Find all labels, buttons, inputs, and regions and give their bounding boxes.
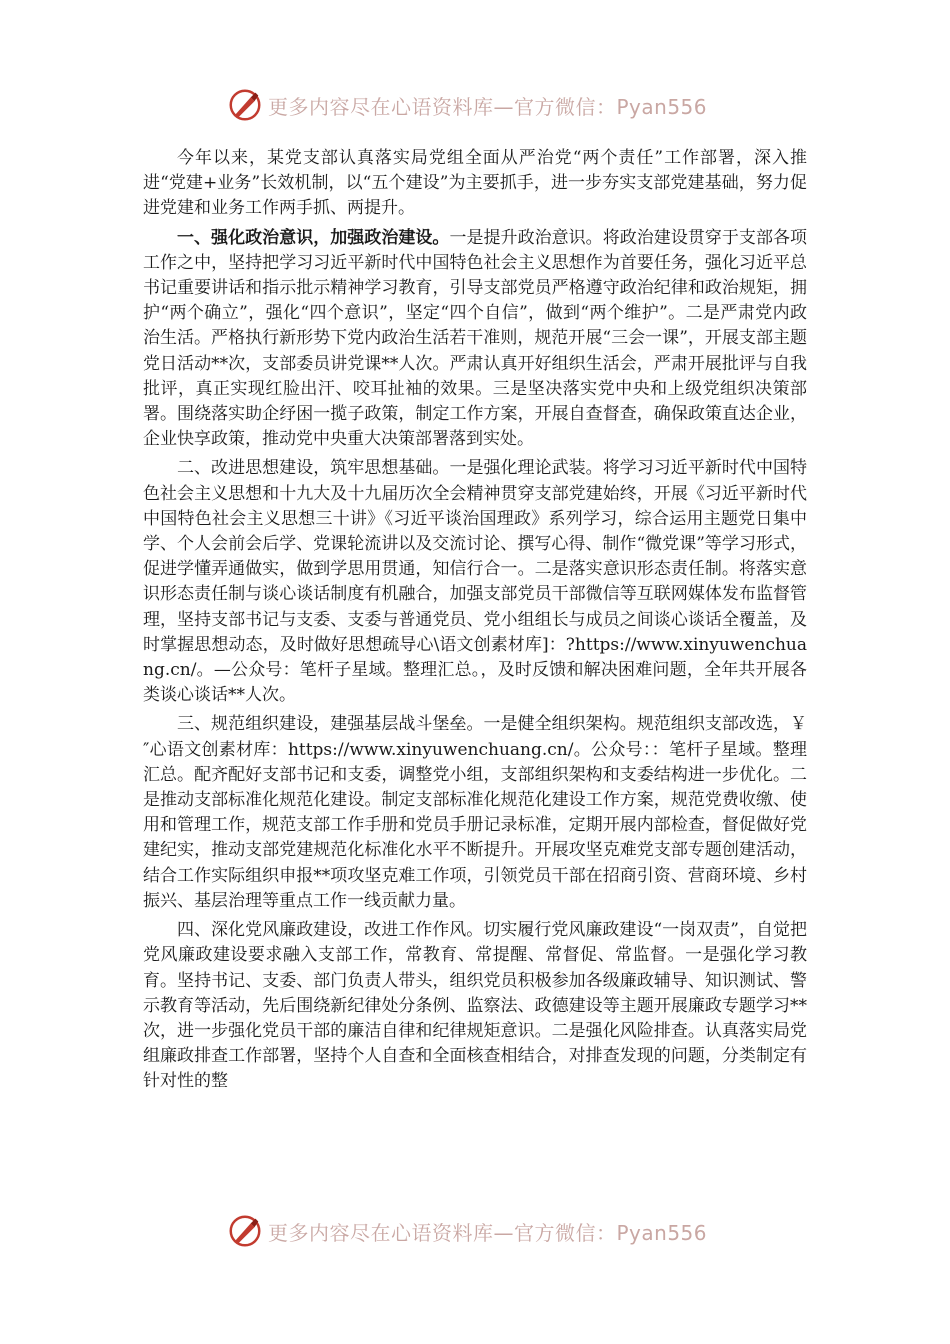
paragraph-intro: 今年以来，某党支部认真落实局党组全面从严治党“两个责任”工作部署，深入推进“党建+业务”长效机制，以“五个建设”为主要抓手，进一步夯实支部党建基础，努力促进党建和业务工作两手抓、两提升。 (143, 148, 807, 219)
header-watermark (226, 86, 707, 124)
paragraph-ideological: 二、改进思想建设，筑牢思想基础。一是强化理论武装。将学习习近平新时代中国特色社会主义思想和十九大及十九届历次全会精神贯穿支部党建始终，开展《习近平新时代中国特色社会主义思想三十讲》《习近平谈治国理政》系列学习，综合运用主题党日集中学、个人会前会后学、党课轮流讲以及交流讨论、撰写心得、制作“微党课”等学习形式，促进学懂弄通做实，做到学思用贯通，知信行合一。二是落实意识形态责任制。将落实意识形态责任制与谈心谈话制度有机融合，加强支部党员干部微信等互联网媒体发布监督管理，坚持支部书记与支委、支委与普通党员、党小组组长与成员之间谈心谈话全覆盖，及时掌握思想动态，及时做好思想疏导心\语文创素材库]：?https://www.xinyuwenchuang.cn/。—公众号：笔杆子星域。整理汇总。，及时反馈和解决困难问题，全年共开展各类谈心谈话**人次。 (143, 458, 807, 706)
footer-watermark (226, 1212, 707, 1250)
pen-logo-icon (226, 1212, 264, 1250)
section-heading: 一、强化政治意识，加强政治建设。 (177, 227, 450, 248)
watermark-text: 更多内容尽在心语资料库—官方微信：Pyan556 (268, 1220, 708, 1245)
paragraph-political: 一、强化政治意识，加强政治建设。一是提升政治意识。将政治建设贯穿于支部各项工作之中，坚持把学习习近平新时代中国特色社会主义思想作为首要任务，强化习近平总书记重要讲话和指示批示精神学习教育，引导支部党员严格遵守政治纪律和政治规矩，拥护“两个确立”，强化“四个意识”，坚定“四个自信”，做到“两个维护”。二是严肃党内政治生活。严格执行新形势下党内政治生活若干准则，规范开展“三会一课”，开展支部主题党日活动**次，支部委员讲党课**人次。严肃认真开好组织生活会，严肃开展批评与自我批评，真正实现红脸出汗、咬耳扯袖的效果。三是坚决落实党中央和上级党组织决策部署。围绕落实助企纾困一揽子政策，制定工作方案，开展自查督查，确保政策直达企业，企业快享政策，推动党中央重大决策部署落到实处。 (143, 227, 808, 450)
paragraph-integrity: 四、深化党风廉政建设，改进工作作风。切实履行党风廉政建设“一岗双责”，自觉把党风廉政建设要求融入支部工作，常教育、常提醒、常督促、常监督。一是强化学习教育。坚持书记、支委、部门负责人带头，组织党员积极参加各级廉政辅导、知识测试、警示教育等活动，先后围绕新纪律处分条例、监察法、政德建设等主题开展廉政专题学习**次，进一步强化党员干部的廉洁自律和纪律规矩意识。二是强化风险排查。认真落实局党组廉政排查工作部署，坚持个人自查和全面核查相结合，对排查发现的问题，分类制定有针对性的整 (143, 920, 807, 1092)
document-body (143, 146, 807, 1099)
paragraph-organizational: 三、规范组织建设，建强基层战斗堡垒。一是健全组织架构。规范组织支部改选，￥″心语文创素材库：https://www.xinyuwenchuang.cn/。公众号：：笔杆子星域。整理汇总。配齐配好支部书记和支委，调整党小组，支部组织架构和支委结构进一步优化。二是推动支部标准化规范化建设。制定支部标准化规范化建设工作方案，规范党费收缴、使用和管理工作，规范支部工作手册和党员手册记录标准，定期开展内部检查，督促做好党建纪实，推动支部党建规范化标准化水平不断提升。开展攻坚克难党支部专题创建活动，结合工作实际组织申报**项攻坚克难工作项，引领党员干部在招商引资、营商环境、乡村振兴、基层治理等重点工作一线贡献力量。 (143, 714, 807, 911)
watermark-text: 更多内容尽在心语资料库—官方微信：Pyan556 (268, 94, 708, 119)
pen-logo-icon (226, 86, 264, 124)
